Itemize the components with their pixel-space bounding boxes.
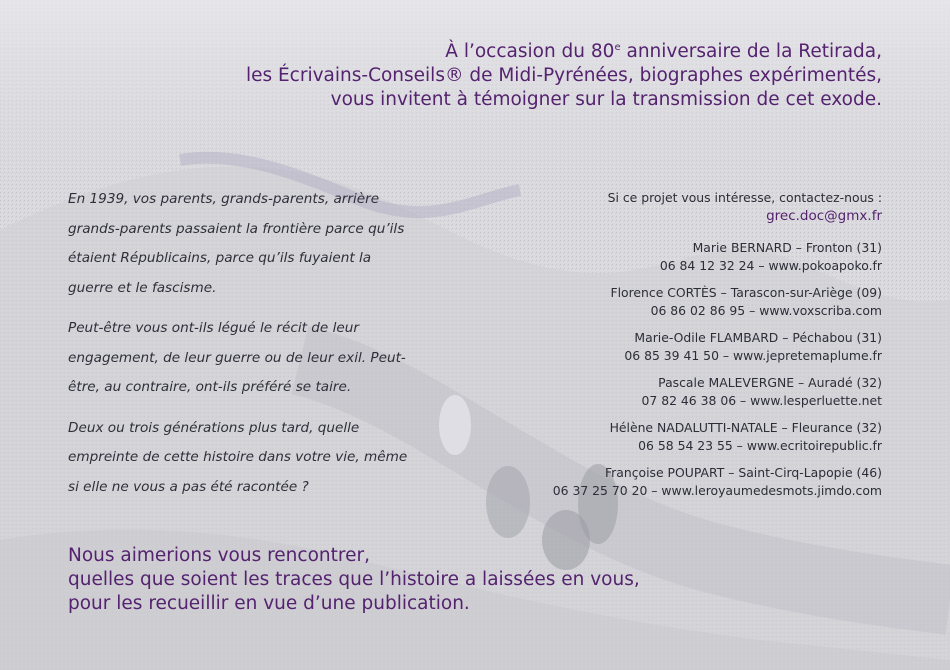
contact-name: Françoise POUPART – Saint-Cirq-Lapopie (46): [604, 465, 882, 480]
contact-details[interactable]: 06 58 54 23 55 – www.ecritoirepublic.fr: [638, 437, 882, 453]
closing-line-3: pour les recueillir en vue d’une publication.: [68, 593, 470, 614]
contact-name: Marie-Odile FLAMBARD – Péchabou (31): [634, 330, 882, 345]
contact-person: [422, 419, 882, 454]
contact-details[interactable]: 06 84 12 32 24 – www.pokoapoko.fr: [659, 257, 882, 273]
story-paragraph: Peut-être vous ont-ils légué le récit de leur engagement, de leur guerre ou de leur exil. Peut-être, au contraire, ont-ils préféré se taire.: [68, 320, 406, 395]
contact-name: Florence CORTÈS – Tarascon-sur-Ariège (09): [610, 285, 882, 300]
closing-line-2: quelles que soient les traces que l’histoire a laissées en vous,: [68, 569, 640, 590]
contact-intro: Si ce projet vous intéresse, contactez-nous :: [607, 190, 882, 205]
story-paragraph: En 1939, vos parents, grands-parents, arrière grands-parents passaient la frontière parce qu’ils étaient Républicains, parce qu’ils fuyaient la guerre et le fascisme.: [68, 191, 405, 296]
header-line-3: vous invitent à témoigner sur la transmission de cet exode.: [330, 89, 882, 110]
story-text: [68, 185, 413, 513]
header-line-1: À l’occasion du 80e anniversaire de la Retirada,: [445, 41, 882, 62]
contact-details[interactable]: 06 85 39 41 50 – www.jepretemaplume.fr: [624, 347, 882, 363]
contact-person: [422, 284, 882, 319]
story-paragraph: Deux ou trois générations plus tard, quelle empreinte de cette histoire dans votre vie, même si elle ne vous a pas été racontée ?: [68, 419, 408, 495]
contact-name: Pascale MALEVERGNE – Auradé (32): [658, 375, 882, 390]
contact-person: [422, 374, 882, 409]
contact-person: [422, 464, 882, 499]
contact-person: [422, 329, 882, 364]
closing-statement: [68, 544, 828, 616]
contact-details[interactable]: 07 82 46 38 06 – www.lesperluette.net: [641, 392, 882, 408]
invitation-header: [182, 40, 882, 112]
closing-line-1: Nous aimerions vous rencontrer,: [68, 545, 370, 566]
contact-email-link[interactable]: grec.doc@gmx.fr: [766, 208, 882, 224]
contact-person: [422, 239, 882, 274]
contact-details[interactable]: 06 86 02 86 95 – www.voxscriba.com: [650, 302, 882, 318]
contact-details[interactable]: 06 37 25 70 20 – www.leroyaumedesmots.jimdo.com: [552, 482, 882, 498]
contact-name: Hélène NADALUTTI-NATALE – Fleurance (32): [609, 420, 882, 435]
contact-block: [422, 188, 882, 509]
header-line-2: les Écrivains-Conseils® de Midi-Pyrénées, biographes expérimentés,: [245, 65, 882, 86]
ordinal-superscript: e: [614, 42, 621, 53]
contact-name: Marie BERNARD – Fronton (31): [692, 240, 882, 255]
